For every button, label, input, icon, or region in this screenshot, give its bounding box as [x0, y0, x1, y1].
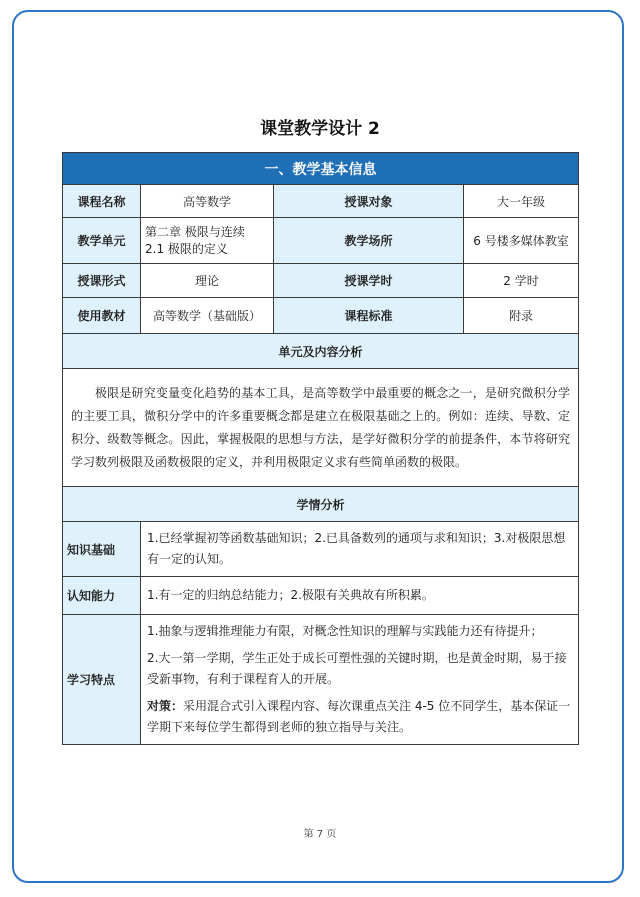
value-textbook: 高等数学（基础版） — [141, 298, 274, 334]
value-class-hours: 2 学时 — [464, 264, 579, 298]
label-teaching-form: 授课形式 — [63, 264, 141, 298]
value-venue: 6 号楼多媒体教室 — [464, 218, 579, 264]
strategy-label: 对策： — [147, 699, 184, 713]
learning-trait-2: 2.大一第一学期，学生正处于成长可塑性强的关键时期，也是黄金时期，易于接受新事物，有利于课程育人的开展。 — [147, 651, 567, 686]
value-standard: 附录 — [464, 298, 579, 334]
value-course-name: 高等数学 — [141, 185, 274, 218]
lesson-design-table — [62, 152, 579, 745]
label-audience: 授课对象 — [274, 185, 464, 218]
section-unit-analysis-header: 单元及内容分析 — [63, 334, 579, 369]
label-class-hours: 授课学时 — [274, 264, 464, 298]
section-basic-info-header: 一、教学基本信息 — [63, 153, 579, 185]
page-number: 第 7 页 — [303, 829, 337, 840]
label-learning-traits: 学习特点 — [63, 615, 141, 745]
page-title: 课堂教学设计 2 — [260, 119, 380, 139]
unit-analysis-text: 极限是研究变量变化趋势的基本工具，是高等数学中最重要的概念之一，是研究微积分学的主要工具，微积分学中的许多重要概念都是建立在极限基础之上的。例如：连续、导数、定积分、级数等概念。因此，掌握极限的思想与方法，是学好微积分学的前提条件，本节将研究学习数列极限及函数极限的定义，并利用极限定义求有些简单函数的极限。 — [63, 369, 579, 487]
label-teaching-unit: 教学单元 — [63, 218, 141, 264]
value-cognitive-ability: 1.有一定的归纳总结能力；2.极限有关典故有所积累。 — [141, 577, 579, 615]
strategy-text: 采用混合式引入课程内容、每次课重点关注 4-5 位不同学生，基本保证一学期下来每位学生都得到老师的独立指导与关注。 — [147, 699, 571, 734]
value-audience: 大一年级 — [464, 185, 579, 218]
strategy-paragraph — [147, 696, 572, 738]
label-cognitive-ability: 认知能力 — [63, 577, 141, 615]
label-venue: 教学场所 — [274, 218, 464, 264]
label-textbook: 使用教材 — [63, 298, 141, 334]
learning-trait-1: 1.抽象与逻辑推理能力有限，对概念性知识的理解与实践能力还有待提升； — [147, 624, 543, 638]
value-teaching-unit — [141, 218, 274, 264]
value-knowledge-base: 1.已经掌握初等函数基础知识；2.已具备数列的通项与求和知识；3.对极限思想有一定的认知。 — [141, 522, 579, 577]
label-standard: 课程标准 — [274, 298, 464, 334]
unit-section: 2.1 极限的定义 — [145, 241, 228, 256]
label-knowledge-base: 知识基础 — [63, 522, 141, 577]
value-learning-traits — [141, 615, 579, 745]
value-teaching-form: 理论 — [141, 264, 274, 298]
label-course-name: 课程名称 — [63, 185, 141, 218]
section-student-analysis-header: 学情分析 — [63, 487, 579, 522]
unit-chapter: 第二章 极限与连续 — [145, 224, 245, 239]
